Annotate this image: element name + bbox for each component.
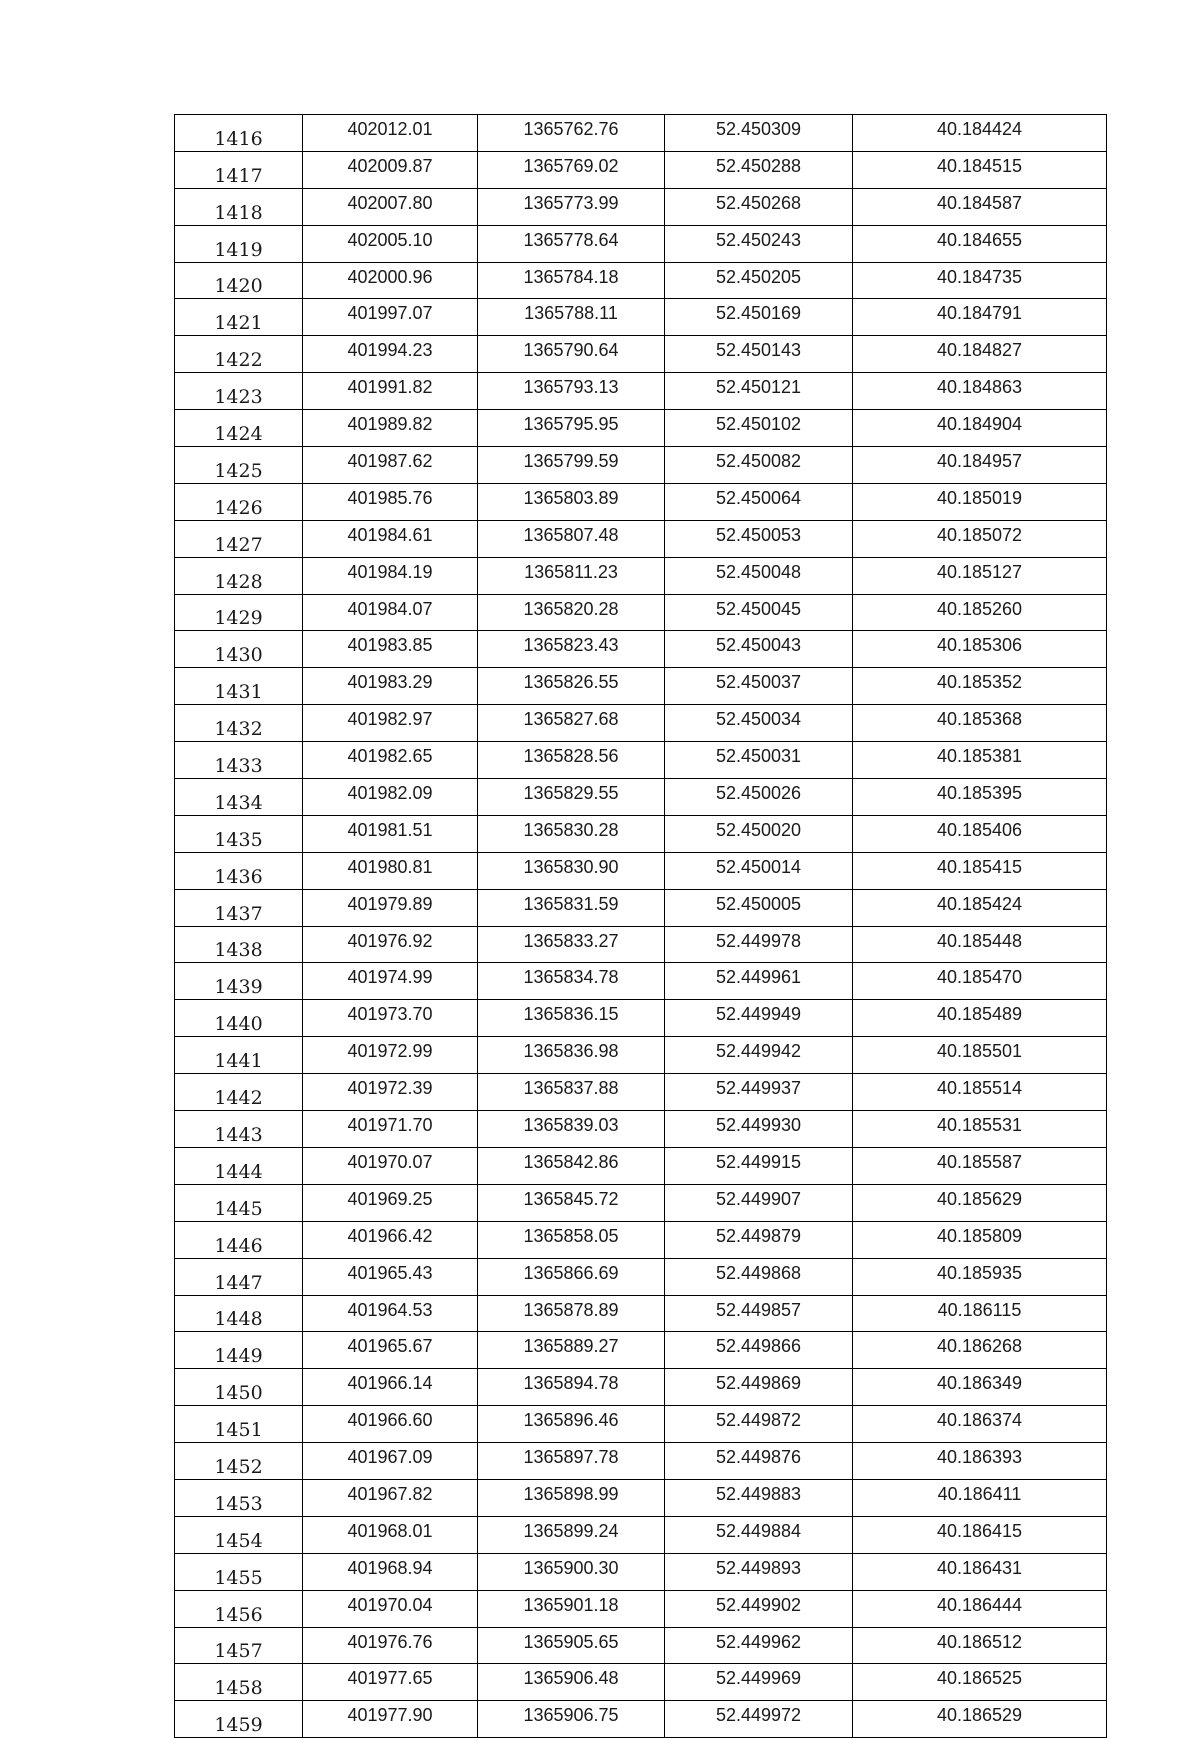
y-coordinate-cell: 1365836.98 bbox=[478, 1037, 665, 1074]
point-number-cell: 1447 bbox=[175, 1258, 303, 1295]
point-number-cell: 1448 bbox=[175, 1295, 303, 1332]
y-coordinate-cell: 1365830.28 bbox=[478, 815, 665, 852]
coordinates-table bbox=[174, 114, 1107, 1738]
latitude-cell: 52.449949 bbox=[665, 1000, 853, 1037]
x-coordinate-cell: 401969.25 bbox=[303, 1184, 478, 1221]
latitude-cell: 52.450143 bbox=[665, 336, 853, 373]
x-coordinate-cell: 401966.14 bbox=[303, 1369, 478, 1406]
y-coordinate-cell: 1365820.28 bbox=[478, 594, 665, 631]
point-number-cell: 1442 bbox=[175, 1074, 303, 1111]
longitude-cell: 40.184587 bbox=[853, 188, 1107, 225]
y-coordinate-cell: 1365901.18 bbox=[478, 1590, 665, 1627]
latitude-cell: 52.450102 bbox=[665, 410, 853, 447]
point-number-cell: 1441 bbox=[175, 1037, 303, 1074]
y-coordinate-cell: 1365807.48 bbox=[478, 520, 665, 557]
latitude-cell: 52.450043 bbox=[665, 631, 853, 668]
longitude-cell: 40.184735 bbox=[853, 262, 1107, 299]
x-coordinate-cell: 401987.62 bbox=[303, 447, 478, 484]
y-coordinate-cell: 1365833.27 bbox=[478, 926, 665, 963]
x-coordinate-cell: 401966.60 bbox=[303, 1406, 478, 1443]
latitude-cell: 52.450014 bbox=[665, 852, 853, 889]
latitude-cell: 52.450053 bbox=[665, 520, 853, 557]
table-row bbox=[175, 926, 1107, 963]
latitude-cell: 52.450034 bbox=[665, 705, 853, 742]
point-number-cell: 1423 bbox=[175, 373, 303, 410]
table-row bbox=[175, 1184, 1107, 1221]
latitude-cell: 52.449869 bbox=[665, 1369, 853, 1406]
x-coordinate-cell: 401972.99 bbox=[303, 1037, 478, 1074]
point-number-cell: 1416 bbox=[175, 115, 303, 152]
longitude-cell: 40.186525 bbox=[853, 1664, 1107, 1701]
longitude-cell: 40.185489 bbox=[853, 1000, 1107, 1037]
longitude-cell: 40.186411 bbox=[853, 1479, 1107, 1516]
table-row bbox=[175, 963, 1107, 1000]
table-row bbox=[175, 115, 1107, 152]
x-coordinate-cell: 401984.19 bbox=[303, 557, 478, 594]
longitude-cell: 40.186393 bbox=[853, 1443, 1107, 1480]
table-row bbox=[175, 225, 1107, 262]
x-coordinate-cell: 401968.01 bbox=[303, 1516, 478, 1553]
y-coordinate-cell: 1365795.95 bbox=[478, 410, 665, 447]
table-row bbox=[175, 1701, 1107, 1738]
latitude-cell: 52.450020 bbox=[665, 815, 853, 852]
x-coordinate-cell: 401982.09 bbox=[303, 779, 478, 816]
latitude-cell: 52.450243 bbox=[665, 225, 853, 262]
table-row bbox=[175, 336, 1107, 373]
y-coordinate-cell: 1365830.90 bbox=[478, 852, 665, 889]
y-coordinate-cell: 1365799.59 bbox=[478, 447, 665, 484]
point-number-cell: 1421 bbox=[175, 299, 303, 336]
y-coordinate-cell: 1365803.89 bbox=[478, 483, 665, 520]
x-coordinate-cell: 401976.92 bbox=[303, 926, 478, 963]
table-row bbox=[175, 188, 1107, 225]
y-coordinate-cell: 1365896.46 bbox=[478, 1406, 665, 1443]
latitude-cell: 52.449942 bbox=[665, 1037, 853, 1074]
point-number-cell: 1436 bbox=[175, 852, 303, 889]
latitude-cell: 52.449857 bbox=[665, 1295, 853, 1332]
table-row bbox=[175, 483, 1107, 520]
table-row bbox=[175, 1295, 1107, 1332]
table-row bbox=[175, 668, 1107, 705]
table-row bbox=[175, 520, 1107, 557]
latitude-cell: 52.449883 bbox=[665, 1479, 853, 1516]
point-number-cell: 1435 bbox=[175, 815, 303, 852]
longitude-cell: 40.185501 bbox=[853, 1037, 1107, 1074]
point-number-cell: 1428 bbox=[175, 557, 303, 594]
point-number-cell: 1432 bbox=[175, 705, 303, 742]
point-number-cell: 1422 bbox=[175, 336, 303, 373]
point-number-cell: 1440 bbox=[175, 1000, 303, 1037]
table-row bbox=[175, 299, 1107, 336]
longitude-cell: 40.185306 bbox=[853, 631, 1107, 668]
latitude-cell: 52.449884 bbox=[665, 1516, 853, 1553]
longitude-cell: 40.185395 bbox=[853, 779, 1107, 816]
point-number-cell: 1434 bbox=[175, 779, 303, 816]
longitude-cell: 40.186115 bbox=[853, 1295, 1107, 1332]
x-coordinate-cell: 401984.61 bbox=[303, 520, 478, 557]
point-number-cell: 1454 bbox=[175, 1516, 303, 1553]
latitude-cell: 52.449872 bbox=[665, 1406, 853, 1443]
x-coordinate-cell: 401968.94 bbox=[303, 1553, 478, 1590]
table-row bbox=[175, 1443, 1107, 1480]
y-coordinate-cell: 1365829.55 bbox=[478, 779, 665, 816]
longitude-cell: 40.185072 bbox=[853, 520, 1107, 557]
point-number-cell: 1439 bbox=[175, 963, 303, 1000]
point-number-cell: 1426 bbox=[175, 483, 303, 520]
point-number-cell: 1451 bbox=[175, 1406, 303, 1443]
longitude-cell: 40.186431 bbox=[853, 1553, 1107, 1590]
x-coordinate-cell: 401994.23 bbox=[303, 336, 478, 373]
longitude-cell: 40.185629 bbox=[853, 1184, 1107, 1221]
table-row bbox=[175, 1516, 1107, 1553]
latitude-cell: 52.450064 bbox=[665, 483, 853, 520]
table-row bbox=[175, 1147, 1107, 1184]
x-coordinate-cell: 401997.07 bbox=[303, 299, 478, 336]
point-number-cell: 1445 bbox=[175, 1184, 303, 1221]
longitude-cell: 40.185470 bbox=[853, 963, 1107, 1000]
table-row bbox=[175, 1000, 1107, 1037]
latitude-cell: 52.449868 bbox=[665, 1258, 853, 1295]
point-number-cell: 1456 bbox=[175, 1590, 303, 1627]
table-row bbox=[175, 1074, 1107, 1111]
point-number-cell: 1459 bbox=[175, 1701, 303, 1738]
x-coordinate-cell: 402007.80 bbox=[303, 188, 478, 225]
table-row bbox=[175, 1479, 1107, 1516]
latitude-cell: 52.450205 bbox=[665, 262, 853, 299]
point-number-cell: 1420 bbox=[175, 262, 303, 299]
point-number-cell: 1453 bbox=[175, 1479, 303, 1516]
latitude-cell: 52.449902 bbox=[665, 1590, 853, 1627]
longitude-cell: 40.185587 bbox=[853, 1147, 1107, 1184]
x-coordinate-cell: 401967.09 bbox=[303, 1443, 478, 1480]
y-coordinate-cell: 1365784.18 bbox=[478, 262, 665, 299]
longitude-cell: 40.186268 bbox=[853, 1332, 1107, 1369]
x-coordinate-cell: 401973.70 bbox=[303, 1000, 478, 1037]
longitude-cell: 40.184424 bbox=[853, 115, 1107, 152]
latitude-cell: 52.449972 bbox=[665, 1701, 853, 1738]
table-row bbox=[175, 779, 1107, 816]
point-number-cell: 1458 bbox=[175, 1664, 303, 1701]
longitude-cell: 40.185352 bbox=[853, 668, 1107, 705]
latitude-cell: 52.450082 bbox=[665, 447, 853, 484]
x-coordinate-cell: 401982.97 bbox=[303, 705, 478, 742]
x-coordinate-cell: 401981.51 bbox=[303, 815, 478, 852]
x-coordinate-cell: 401976.76 bbox=[303, 1627, 478, 1664]
point-number-cell: 1431 bbox=[175, 668, 303, 705]
longitude-cell: 40.184957 bbox=[853, 447, 1107, 484]
latitude-cell: 52.449879 bbox=[665, 1221, 853, 1258]
latitude-cell: 52.449915 bbox=[665, 1147, 853, 1184]
y-coordinate-cell: 1365773.99 bbox=[478, 188, 665, 225]
point-number-cell: 1418 bbox=[175, 188, 303, 225]
longitude-cell: 40.185406 bbox=[853, 815, 1107, 852]
y-coordinate-cell: 1365906.48 bbox=[478, 1664, 665, 1701]
table-row bbox=[175, 1369, 1107, 1406]
latitude-cell: 52.450026 bbox=[665, 779, 853, 816]
y-coordinate-cell: 1365898.99 bbox=[478, 1479, 665, 1516]
coordinates-table-body bbox=[175, 115, 1107, 1738]
table-row bbox=[175, 557, 1107, 594]
x-coordinate-cell: 401977.65 bbox=[303, 1664, 478, 1701]
table-row bbox=[175, 1111, 1107, 1148]
table-row bbox=[175, 705, 1107, 742]
y-coordinate-cell: 1365837.88 bbox=[478, 1074, 665, 1111]
y-coordinate-cell: 1365828.56 bbox=[478, 742, 665, 779]
table-row bbox=[175, 1037, 1107, 1074]
latitude-cell: 52.449907 bbox=[665, 1184, 853, 1221]
longitude-cell: 40.186415 bbox=[853, 1516, 1107, 1553]
point-number-cell: 1419 bbox=[175, 225, 303, 262]
y-coordinate-cell: 1365842.86 bbox=[478, 1147, 665, 1184]
longitude-cell: 40.185415 bbox=[853, 852, 1107, 889]
latitude-cell: 52.450037 bbox=[665, 668, 853, 705]
latitude-cell: 52.449962 bbox=[665, 1627, 853, 1664]
table-row bbox=[175, 1664, 1107, 1701]
point-number-cell: 1437 bbox=[175, 889, 303, 926]
latitude-cell: 52.450288 bbox=[665, 151, 853, 188]
x-coordinate-cell: 402009.87 bbox=[303, 151, 478, 188]
point-number-cell: 1455 bbox=[175, 1553, 303, 1590]
table-row bbox=[175, 410, 1107, 447]
y-coordinate-cell: 1365788.11 bbox=[478, 299, 665, 336]
table-row bbox=[175, 262, 1107, 299]
latitude-cell: 52.450005 bbox=[665, 889, 853, 926]
point-number-cell: 1457 bbox=[175, 1627, 303, 1664]
latitude-cell: 52.449961 bbox=[665, 963, 853, 1000]
table-row bbox=[175, 852, 1107, 889]
y-coordinate-cell: 1365889.27 bbox=[478, 1332, 665, 1369]
longitude-cell: 40.185448 bbox=[853, 926, 1107, 963]
x-coordinate-cell: 401965.67 bbox=[303, 1332, 478, 1369]
longitude-cell: 40.185935 bbox=[853, 1258, 1107, 1295]
table-row bbox=[175, 1627, 1107, 1664]
x-coordinate-cell: 401979.89 bbox=[303, 889, 478, 926]
x-coordinate-cell: 401964.53 bbox=[303, 1295, 478, 1332]
x-coordinate-cell: 401989.82 bbox=[303, 410, 478, 447]
x-coordinate-cell: 401970.07 bbox=[303, 1147, 478, 1184]
longitude-cell: 40.184863 bbox=[853, 373, 1107, 410]
longitude-cell: 40.184827 bbox=[853, 336, 1107, 373]
latitude-cell: 52.449876 bbox=[665, 1443, 853, 1480]
longitude-cell: 40.186529 bbox=[853, 1701, 1107, 1738]
table-row bbox=[175, 889, 1107, 926]
table-row bbox=[175, 1221, 1107, 1258]
x-coordinate-cell: 401971.70 bbox=[303, 1111, 478, 1148]
y-coordinate-cell: 1365839.03 bbox=[478, 1111, 665, 1148]
longitude-cell: 40.185424 bbox=[853, 889, 1107, 926]
point-number-cell: 1443 bbox=[175, 1111, 303, 1148]
y-coordinate-cell: 1365866.69 bbox=[478, 1258, 665, 1295]
x-coordinate-cell: 401965.43 bbox=[303, 1258, 478, 1295]
x-coordinate-cell: 401972.39 bbox=[303, 1074, 478, 1111]
longitude-cell: 40.186444 bbox=[853, 1590, 1107, 1627]
longitude-cell: 40.185514 bbox=[853, 1074, 1107, 1111]
point-number-cell: 1425 bbox=[175, 447, 303, 484]
y-coordinate-cell: 1365894.78 bbox=[478, 1369, 665, 1406]
longitude-cell: 40.185019 bbox=[853, 483, 1107, 520]
longitude-cell: 40.186374 bbox=[853, 1406, 1107, 1443]
point-number-cell: 1449 bbox=[175, 1332, 303, 1369]
y-coordinate-cell: 1365878.89 bbox=[478, 1295, 665, 1332]
y-coordinate-cell: 1365790.64 bbox=[478, 336, 665, 373]
x-coordinate-cell: 402005.10 bbox=[303, 225, 478, 262]
x-coordinate-cell: 401977.90 bbox=[303, 1701, 478, 1738]
y-coordinate-cell: 1365762.76 bbox=[478, 115, 665, 152]
longitude-cell: 40.185381 bbox=[853, 742, 1107, 779]
point-number-cell: 1417 bbox=[175, 151, 303, 188]
latitude-cell: 52.449866 bbox=[665, 1332, 853, 1369]
table-row bbox=[175, 1406, 1107, 1443]
y-coordinate-cell: 1365793.13 bbox=[478, 373, 665, 410]
x-coordinate-cell: 402000.96 bbox=[303, 262, 478, 299]
longitude-cell: 40.186512 bbox=[853, 1627, 1107, 1664]
latitude-cell: 52.449893 bbox=[665, 1553, 853, 1590]
longitude-cell: 40.185127 bbox=[853, 557, 1107, 594]
latitude-cell: 52.449930 bbox=[665, 1111, 853, 1148]
x-coordinate-cell: 401984.07 bbox=[303, 594, 478, 631]
y-coordinate-cell: 1365836.15 bbox=[478, 1000, 665, 1037]
latitude-cell: 52.449937 bbox=[665, 1074, 853, 1111]
longitude-cell: 40.185531 bbox=[853, 1111, 1107, 1148]
latitude-cell: 52.450268 bbox=[665, 188, 853, 225]
latitude-cell: 52.450121 bbox=[665, 373, 853, 410]
y-coordinate-cell: 1365900.30 bbox=[478, 1553, 665, 1590]
latitude-cell: 52.450045 bbox=[665, 594, 853, 631]
x-coordinate-cell: 401983.85 bbox=[303, 631, 478, 668]
point-number-cell: 1433 bbox=[175, 742, 303, 779]
point-number-cell: 1446 bbox=[175, 1221, 303, 1258]
point-number-cell: 1424 bbox=[175, 410, 303, 447]
y-coordinate-cell: 1365811.23 bbox=[478, 557, 665, 594]
y-coordinate-cell: 1365769.02 bbox=[478, 151, 665, 188]
longitude-cell: 40.185260 bbox=[853, 594, 1107, 631]
table-row bbox=[175, 1553, 1107, 1590]
y-coordinate-cell: 1365905.65 bbox=[478, 1627, 665, 1664]
y-coordinate-cell: 1365897.78 bbox=[478, 1443, 665, 1480]
x-coordinate-cell: 401991.82 bbox=[303, 373, 478, 410]
longitude-cell: 40.186349 bbox=[853, 1369, 1107, 1406]
latitude-cell: 52.450169 bbox=[665, 299, 853, 336]
latitude-cell: 52.449969 bbox=[665, 1664, 853, 1701]
latitude-cell: 52.450309 bbox=[665, 115, 853, 152]
point-number-cell: 1452 bbox=[175, 1443, 303, 1480]
table-row bbox=[175, 1590, 1107, 1627]
longitude-cell: 40.185809 bbox=[853, 1221, 1107, 1258]
point-number-cell: 1438 bbox=[175, 926, 303, 963]
longitude-cell: 40.185368 bbox=[853, 705, 1107, 742]
x-coordinate-cell: 401980.81 bbox=[303, 852, 478, 889]
longitude-cell: 40.184515 bbox=[853, 151, 1107, 188]
table-row bbox=[175, 594, 1107, 631]
y-coordinate-cell: 1365831.59 bbox=[478, 889, 665, 926]
x-coordinate-cell: 401966.42 bbox=[303, 1221, 478, 1258]
latitude-cell: 52.450048 bbox=[665, 557, 853, 594]
longitude-cell: 40.184655 bbox=[853, 225, 1107, 262]
y-coordinate-cell: 1365899.24 bbox=[478, 1516, 665, 1553]
y-coordinate-cell: 1365823.43 bbox=[478, 631, 665, 668]
x-coordinate-cell: 401983.29 bbox=[303, 668, 478, 705]
point-number-cell: 1450 bbox=[175, 1369, 303, 1406]
table-row bbox=[175, 1332, 1107, 1369]
table-row bbox=[175, 631, 1107, 668]
point-number-cell: 1429 bbox=[175, 594, 303, 631]
table-row bbox=[175, 151, 1107, 188]
y-coordinate-cell: 1365906.75 bbox=[478, 1701, 665, 1738]
table-row bbox=[175, 742, 1107, 779]
table-row bbox=[175, 447, 1107, 484]
x-coordinate-cell: 401970.04 bbox=[303, 1590, 478, 1627]
y-coordinate-cell: 1365858.05 bbox=[478, 1221, 665, 1258]
table-row bbox=[175, 1258, 1107, 1295]
y-coordinate-cell: 1365826.55 bbox=[478, 668, 665, 705]
point-number-cell: 1430 bbox=[175, 631, 303, 668]
table-row bbox=[175, 373, 1107, 410]
x-coordinate-cell: 401974.99 bbox=[303, 963, 478, 1000]
x-coordinate-cell: 402012.01 bbox=[303, 115, 478, 152]
x-coordinate-cell: 401967.82 bbox=[303, 1479, 478, 1516]
y-coordinate-cell: 1365778.64 bbox=[478, 225, 665, 262]
latitude-cell: 52.450031 bbox=[665, 742, 853, 779]
longitude-cell: 40.184904 bbox=[853, 410, 1107, 447]
point-number-cell: 1444 bbox=[175, 1147, 303, 1184]
x-coordinate-cell: 401985.76 bbox=[303, 483, 478, 520]
point-number-cell: 1427 bbox=[175, 520, 303, 557]
x-coordinate-cell: 401982.65 bbox=[303, 742, 478, 779]
y-coordinate-cell: 1365834.78 bbox=[478, 963, 665, 1000]
latitude-cell: 52.449978 bbox=[665, 926, 853, 963]
y-coordinate-cell: 1365845.72 bbox=[478, 1184, 665, 1221]
y-coordinate-cell: 1365827.68 bbox=[478, 705, 665, 742]
longitude-cell: 40.184791 bbox=[853, 299, 1107, 336]
table-row bbox=[175, 815, 1107, 852]
